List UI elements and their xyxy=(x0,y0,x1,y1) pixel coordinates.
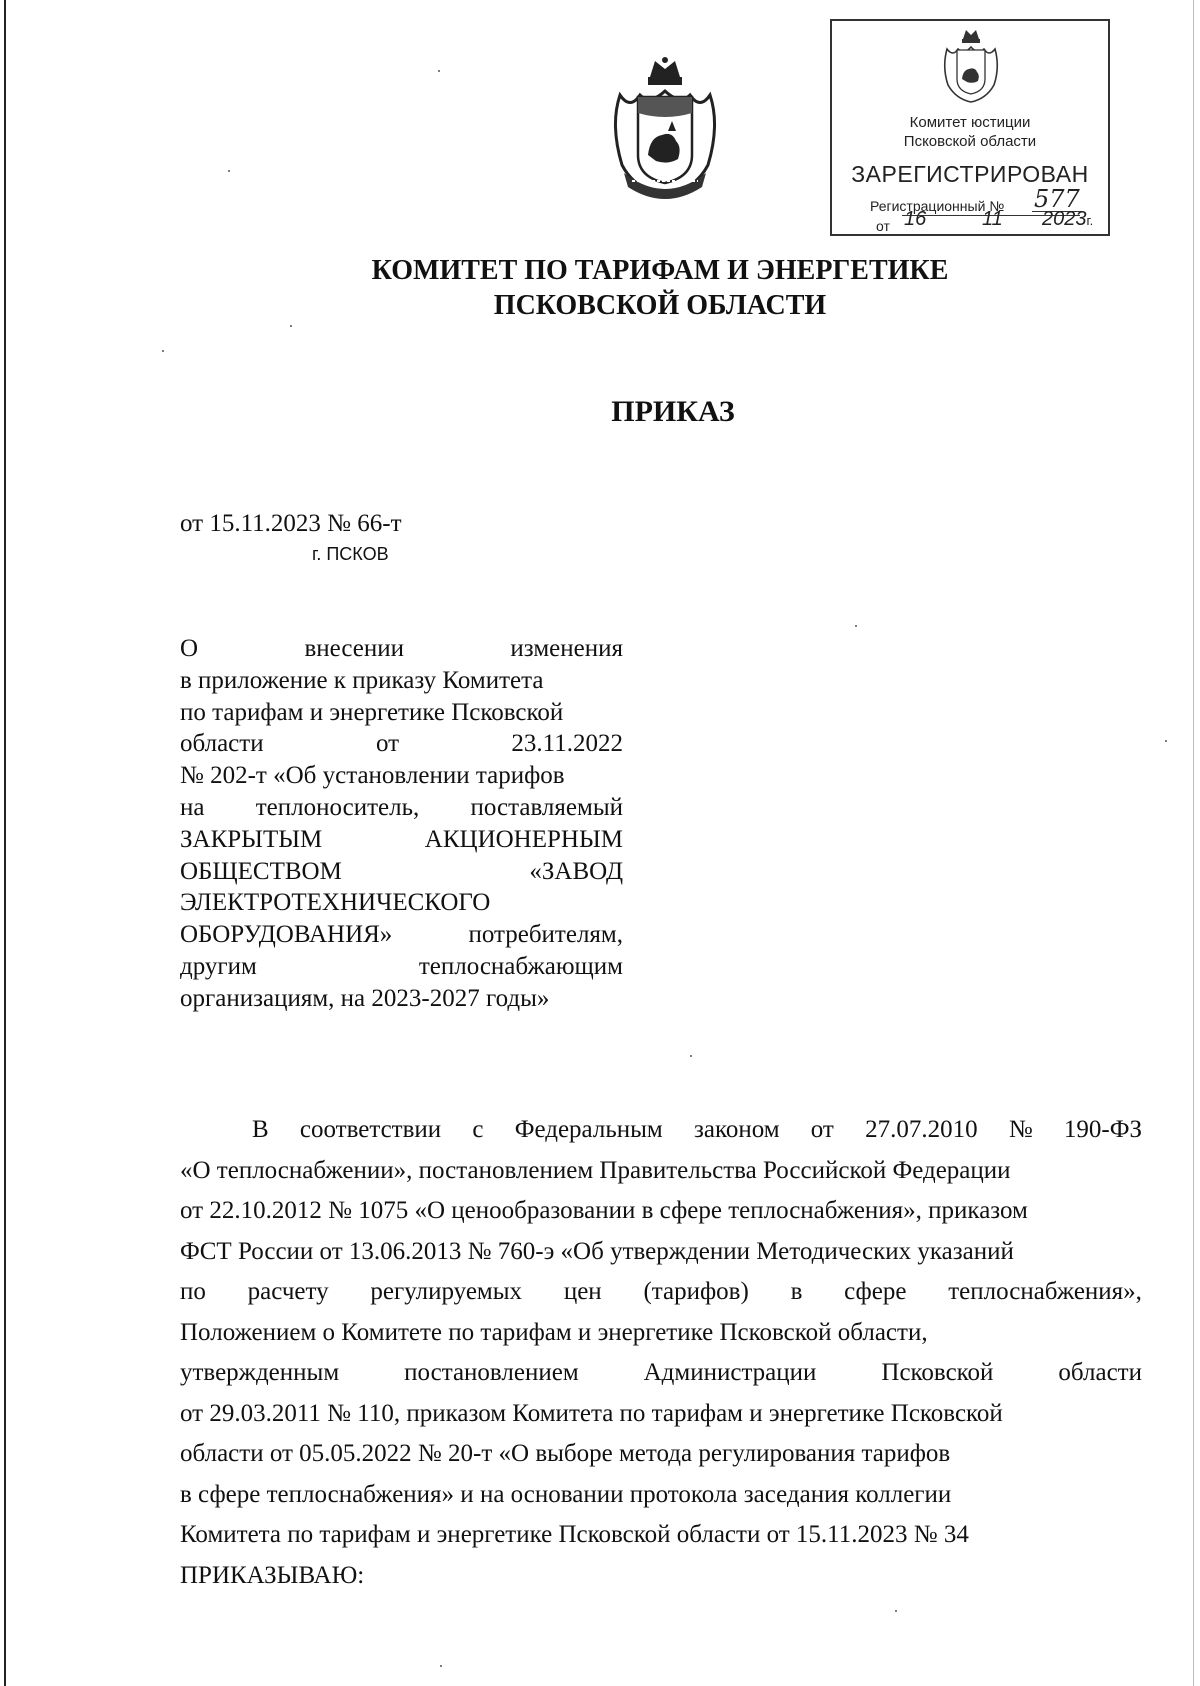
text-line xyxy=(180,856,623,888)
text-word: Комитета по тарифам и энергетике Псковской области от 15.11.2023 № 34 xyxy=(180,1521,969,1548)
text-word: по тарифам и энергетике Псковской xyxy=(180,698,564,726)
order-preamble xyxy=(180,1110,1142,1596)
text-word: ФСТ России от 13.06.2013 № 760-э «Об утверждении Методических указаний xyxy=(180,1237,1014,1265)
text-word: изменения xyxy=(510,635,623,662)
text-line xyxy=(180,1110,1142,1151)
stamp-status: ЗАРЕГИСТРИРОВАН xyxy=(851,161,1089,187)
text-line xyxy=(180,728,623,760)
text-word: О xyxy=(180,635,199,662)
scan-speck xyxy=(855,625,857,627)
order-city: г. ПСКОВ xyxy=(312,544,389,564)
order-date-number: от 15.11.2023 № 66-т xyxy=(180,510,402,537)
text-word: (тарифов) xyxy=(643,1278,749,1305)
text-word: теплоснабжающим xyxy=(418,952,623,980)
text-line xyxy=(180,697,623,729)
text-word: ЭЛЕКТРОТЕХНИЧЕСКОГО xyxy=(180,889,491,917)
text-line xyxy=(180,1353,1142,1394)
text-word: теплоснабжения», xyxy=(948,1278,1142,1305)
coat-of-arms-emblem xyxy=(610,55,720,205)
text-word: внесении xyxy=(304,635,405,662)
scan-speck xyxy=(438,70,440,72)
scan-speck xyxy=(228,170,230,172)
text-line xyxy=(180,1313,1142,1354)
text-word: теплоноситель, xyxy=(255,793,420,821)
text-line xyxy=(180,1191,1142,1232)
text-word: 190-ФЗ xyxy=(1063,1116,1142,1143)
text-line xyxy=(180,633,623,665)
text-word: на xyxy=(180,793,205,821)
text-line xyxy=(180,1515,1142,1556)
text-word: области xyxy=(1058,1359,1142,1386)
text-line xyxy=(180,1272,1142,1313)
text-word: в xyxy=(790,1278,803,1305)
text-word: утвержденным xyxy=(180,1359,340,1386)
text-word: регулируемых xyxy=(370,1278,523,1305)
text-word: постановлением xyxy=(404,1359,579,1386)
text-word: № xyxy=(1008,1116,1033,1143)
text-word: соответствии xyxy=(299,1116,442,1143)
text-word: потребителям, xyxy=(468,921,623,949)
text-word: по xyxy=(180,1278,206,1305)
text-word: от 22.10.2012 № 1075 «О ценообразовании в сфере теплоснабжения», приказом xyxy=(180,1197,1028,1224)
scan-speck xyxy=(162,350,164,352)
stamp-coat-of-arms-emblem xyxy=(942,27,1000,107)
text-word: Федеральным xyxy=(514,1116,663,1143)
order-subject xyxy=(180,633,623,1015)
text-word: с xyxy=(472,1116,484,1143)
scan-speck xyxy=(690,1055,692,1057)
text-word: ЗАКРЫТЫМ xyxy=(180,825,323,853)
text-word: законом xyxy=(693,1116,780,1143)
text-word: ОБЩЕСТВОМ xyxy=(180,857,342,885)
text-word: поставляемый xyxy=(470,793,623,821)
stamp-number-label: Регистрационный № xyxy=(870,198,1005,214)
text-line xyxy=(180,1556,1142,1597)
text-word: в приложение к приказу Комитета xyxy=(180,666,544,694)
scan-speck xyxy=(440,1665,442,1667)
text-word: 27.07.2010 xyxy=(865,1116,978,1143)
stamp-authority-line2: Псковской области xyxy=(903,133,1037,150)
text-word: «ЗАВОД xyxy=(529,857,623,885)
text-line xyxy=(180,1475,1142,1516)
document-type-title: ПРИКАЗ xyxy=(611,395,735,428)
text-word: от xyxy=(810,1116,834,1143)
text-word: области xyxy=(180,730,264,758)
stamp-date-month: 11 xyxy=(982,208,1003,230)
text-line xyxy=(180,1434,1142,1475)
scan-speck xyxy=(1165,740,1167,742)
stamp-date xyxy=(902,208,1094,230)
text-word: ПРИКАЗЫВАЮ: xyxy=(180,1561,365,1589)
stamp-number-value: 577 xyxy=(1034,185,1080,213)
text-line xyxy=(180,1232,1142,1273)
text-word: цен xyxy=(563,1278,602,1305)
text-line xyxy=(180,665,623,697)
text-word: Положением о Комитете по тарифам и энергетике Псковской области, xyxy=(180,1318,928,1346)
text-line xyxy=(180,1394,1142,1435)
org-title-line1: КОМИТЕТ ПО ТАРИФАМ И ЭНЕРГЕТИКЕ xyxy=(371,255,949,286)
stamp-date-year-suffix: г. xyxy=(1086,213,1094,228)
text-word: от xyxy=(375,730,400,758)
text-word: В xyxy=(252,1116,269,1143)
text-word: расчету xyxy=(247,1278,329,1305)
text-word: организациям, на 2023-2027 годы» xyxy=(180,984,550,1012)
text-line xyxy=(180,951,623,983)
scan-speck xyxy=(290,325,292,327)
text-word: АКЦИОНЕРНЫМ xyxy=(424,825,623,853)
text-line xyxy=(180,1151,1142,1192)
stamp-authority-line1: Комитет юстиции xyxy=(909,114,1031,131)
org-title-line2: ПСКОВСКОЙ ОБЛАСТИ xyxy=(493,290,827,321)
text-word: другим xyxy=(180,952,257,980)
stamp-from-label: от xyxy=(876,218,890,234)
text-line xyxy=(180,792,623,824)
text-word: сфере xyxy=(844,1278,907,1305)
text-line xyxy=(180,760,623,792)
stamp-date-year-value: 2023 xyxy=(1042,208,1087,230)
text-word: «О теплоснабжении», постановлением Правительства Российской Федерации xyxy=(180,1156,1011,1184)
stamp-date-day: 16 xyxy=(904,208,927,230)
text-word: от 29.03.2011 № 110, приказом Комитета по тарифам и энергетике Псковской xyxy=(180,1399,1003,1427)
text-word: № 202-т «Об установлении тарифов xyxy=(180,762,565,790)
scan-speck xyxy=(895,1610,897,1612)
registration-stamp xyxy=(830,19,1110,236)
stamp-date-year xyxy=(1042,209,1093,231)
text-word: ОБОРУДОВАНИЯ» xyxy=(180,921,393,949)
text-line xyxy=(180,983,623,1015)
text-word: 23.11.2022 xyxy=(511,730,623,758)
text-word: в сфере теплоснабжения» и на основании протокола заседания коллегии xyxy=(180,1480,952,1508)
text-line xyxy=(180,887,623,919)
text-word: Псковской xyxy=(881,1359,994,1386)
text-line xyxy=(180,919,623,951)
text-word: области от 05.05.2022 № 20-т «О выборе метода регулирования тарифов xyxy=(180,1440,951,1467)
text-line xyxy=(180,824,623,856)
text-word: Администрации xyxy=(643,1359,817,1386)
